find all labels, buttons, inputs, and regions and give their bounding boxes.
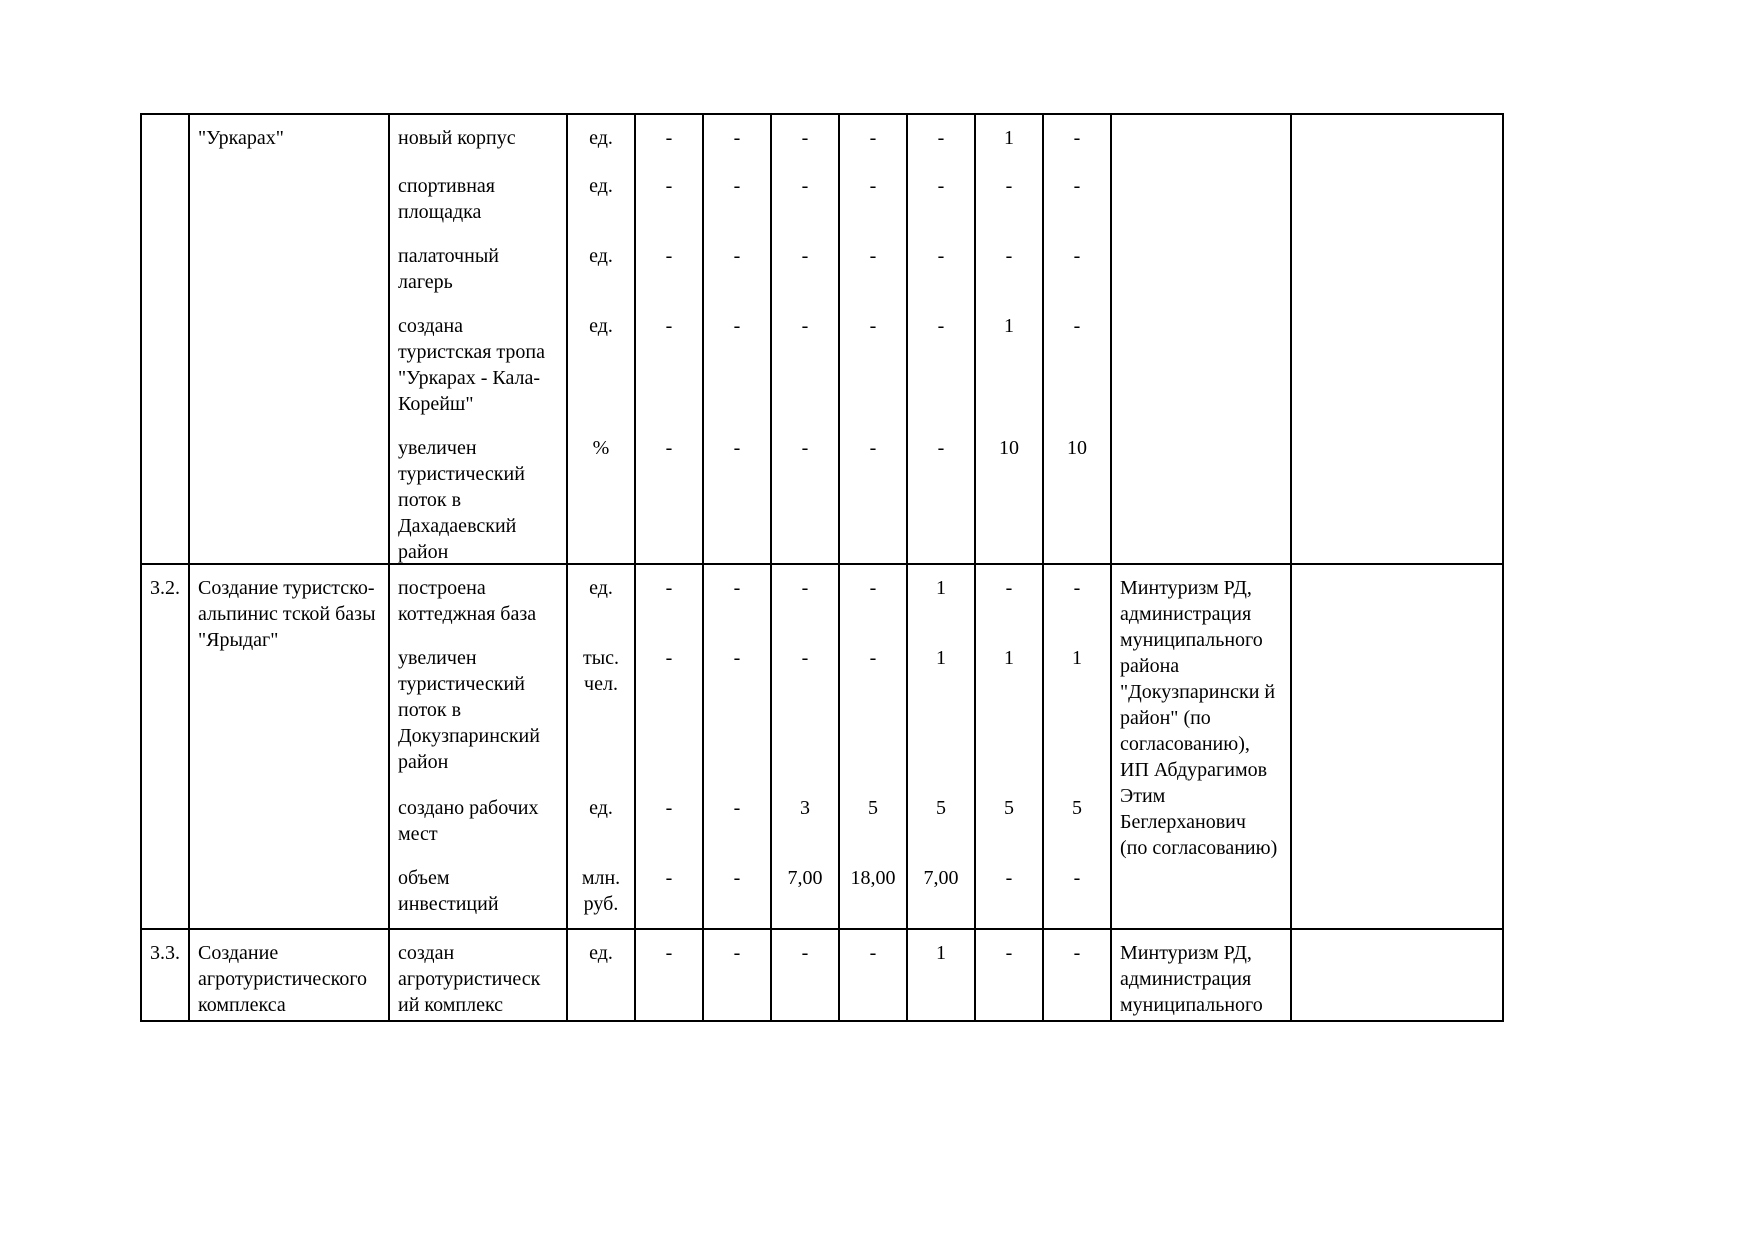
unit-cell: тыс. чел. — [568, 635, 636, 785]
value-cell: - — [636, 930, 704, 1022]
value-cell: 1 — [976, 113, 1044, 163]
value-cell: - — [840, 425, 908, 565]
value-cell: - — [704, 113, 772, 163]
value-cell: - — [704, 425, 772, 565]
value-cell: 7,00 — [772, 855, 840, 930]
unit-cell: ед. — [568, 113, 636, 163]
empty-cell — [1292, 930, 1504, 1022]
value-cell: - — [636, 425, 704, 565]
value-cell: - — [976, 163, 1044, 233]
value-cell: - — [636, 635, 704, 785]
value-cell: - — [1044, 565, 1112, 635]
value-cell: - — [636, 233, 704, 303]
indicator-cell: объем инвестиций — [390, 855, 568, 930]
value-cell: - — [1044, 233, 1112, 303]
value-cell: - — [636, 855, 704, 930]
value-cell: - — [772, 303, 840, 425]
value-cell: - — [636, 303, 704, 425]
value-cell: - — [840, 930, 908, 1022]
indicator-cell: увеличен туристический поток в Докузпаринский район — [390, 635, 568, 785]
unit-cell: ед. — [568, 163, 636, 233]
value-cell: - — [976, 930, 1044, 1022]
value-cell: 5 — [976, 785, 1044, 855]
value-cell: 18,00 — [840, 855, 908, 930]
empty-cell — [1292, 565, 1504, 930]
value-cell: - — [636, 565, 704, 635]
indicator-cell: палаточный лагерь — [390, 233, 568, 303]
project-name-cell: Создание туристско-альпинис тской базы "Ярыдаг" — [190, 565, 390, 930]
value-cell: 1 — [1044, 635, 1112, 785]
value-cell: - — [772, 425, 840, 565]
unit-cell: ед. — [568, 565, 636, 635]
program-indicators-table — [140, 113, 1504, 1022]
unit-cell: ед. — [568, 303, 636, 425]
value-cell: - — [908, 113, 976, 163]
value-cell: - — [636, 785, 704, 855]
value-cell: - — [908, 425, 976, 565]
value-cell: - — [1044, 163, 1112, 233]
value-cell: - — [976, 855, 1044, 930]
indicator-cell: создано рабочих мест — [390, 785, 568, 855]
value-cell: - — [908, 303, 976, 425]
indicator-cell: построена коттеджная база — [390, 565, 568, 635]
value-cell: - — [636, 163, 704, 233]
responsible-cell — [1112, 113, 1292, 565]
row-number-cell: 3.2. — [140, 565, 190, 930]
unit-cell: ед. — [568, 930, 636, 1022]
value-cell: - — [840, 163, 908, 233]
value-cell: - — [840, 635, 908, 785]
value-cell: - — [772, 113, 840, 163]
indicator-cell: создана туристская тропа "Уркарах - Кала-Корейш" — [390, 303, 568, 425]
value-cell: - — [772, 930, 840, 1022]
value-cell: - — [976, 565, 1044, 635]
indicator-cell: спортивная площадка — [390, 163, 568, 233]
value-cell: 10 — [1044, 425, 1112, 565]
value-cell: 7,00 — [908, 855, 976, 930]
value-cell: - — [772, 565, 840, 635]
responsible-cell: Минтуризм РД, администрация муниципального — [1112, 930, 1292, 1022]
row-number-cell: 3.3. — [140, 930, 190, 1022]
unit-cell: ед. — [568, 785, 636, 855]
value-cell: - — [1044, 303, 1112, 425]
unit-cell: ед. — [568, 233, 636, 303]
unit-cell: % — [568, 425, 636, 565]
value-cell: - — [1044, 113, 1112, 163]
empty-cell — [1292, 113, 1504, 565]
value-cell: 3 — [772, 785, 840, 855]
project-name-cell: Создание агротуристического комплекса — [190, 930, 390, 1022]
value-cell: - — [772, 233, 840, 303]
value-cell: - — [772, 163, 840, 233]
value-cell: 1 — [908, 635, 976, 785]
value-cell: - — [840, 303, 908, 425]
value-cell: - — [704, 163, 772, 233]
value-cell: - — [1044, 855, 1112, 930]
value-cell: 1 — [976, 303, 1044, 425]
value-cell: 1 — [908, 930, 976, 1022]
value-cell: - — [1044, 930, 1112, 1022]
value-cell: - — [840, 113, 908, 163]
indicator-cell: новый корпус — [390, 113, 568, 163]
unit-cell: млн. руб. — [568, 855, 636, 930]
value-cell: 1 — [976, 635, 1044, 785]
responsible-cell: Минтуризм РД, администрация муниципального района "Докузпарински й район" (по согласованию), ИП Абдурагимов Этим Беглерханович (по согласованию) — [1112, 565, 1292, 930]
value-cell: - — [976, 233, 1044, 303]
value-cell: - — [704, 565, 772, 635]
project-name-cell: "Уркарах" — [190, 113, 390, 565]
value-cell: - — [840, 565, 908, 635]
row-number-cell — [140, 113, 190, 565]
value-cell: - — [704, 233, 772, 303]
value-cell: 10 — [976, 425, 1044, 565]
value-cell: - — [704, 635, 772, 785]
value-cell: - — [840, 233, 908, 303]
indicator-cell: создан агротуристическ ий комплекс — [390, 930, 568, 1022]
value-cell: 5 — [840, 785, 908, 855]
value-cell: 5 — [1044, 785, 1112, 855]
indicator-cell: увеличен туристический поток в Дахадаевский район — [390, 425, 568, 565]
value-cell: - — [636, 113, 704, 163]
value-cell: - — [704, 785, 772, 855]
value-cell: 5 — [908, 785, 976, 855]
value-cell: - — [704, 930, 772, 1022]
value-cell: - — [704, 855, 772, 930]
value-cell: - — [908, 163, 976, 233]
value-cell: - — [772, 635, 840, 785]
value-cell: 1 — [908, 565, 976, 635]
value-cell: - — [908, 233, 976, 303]
value-cell: - — [704, 303, 772, 425]
